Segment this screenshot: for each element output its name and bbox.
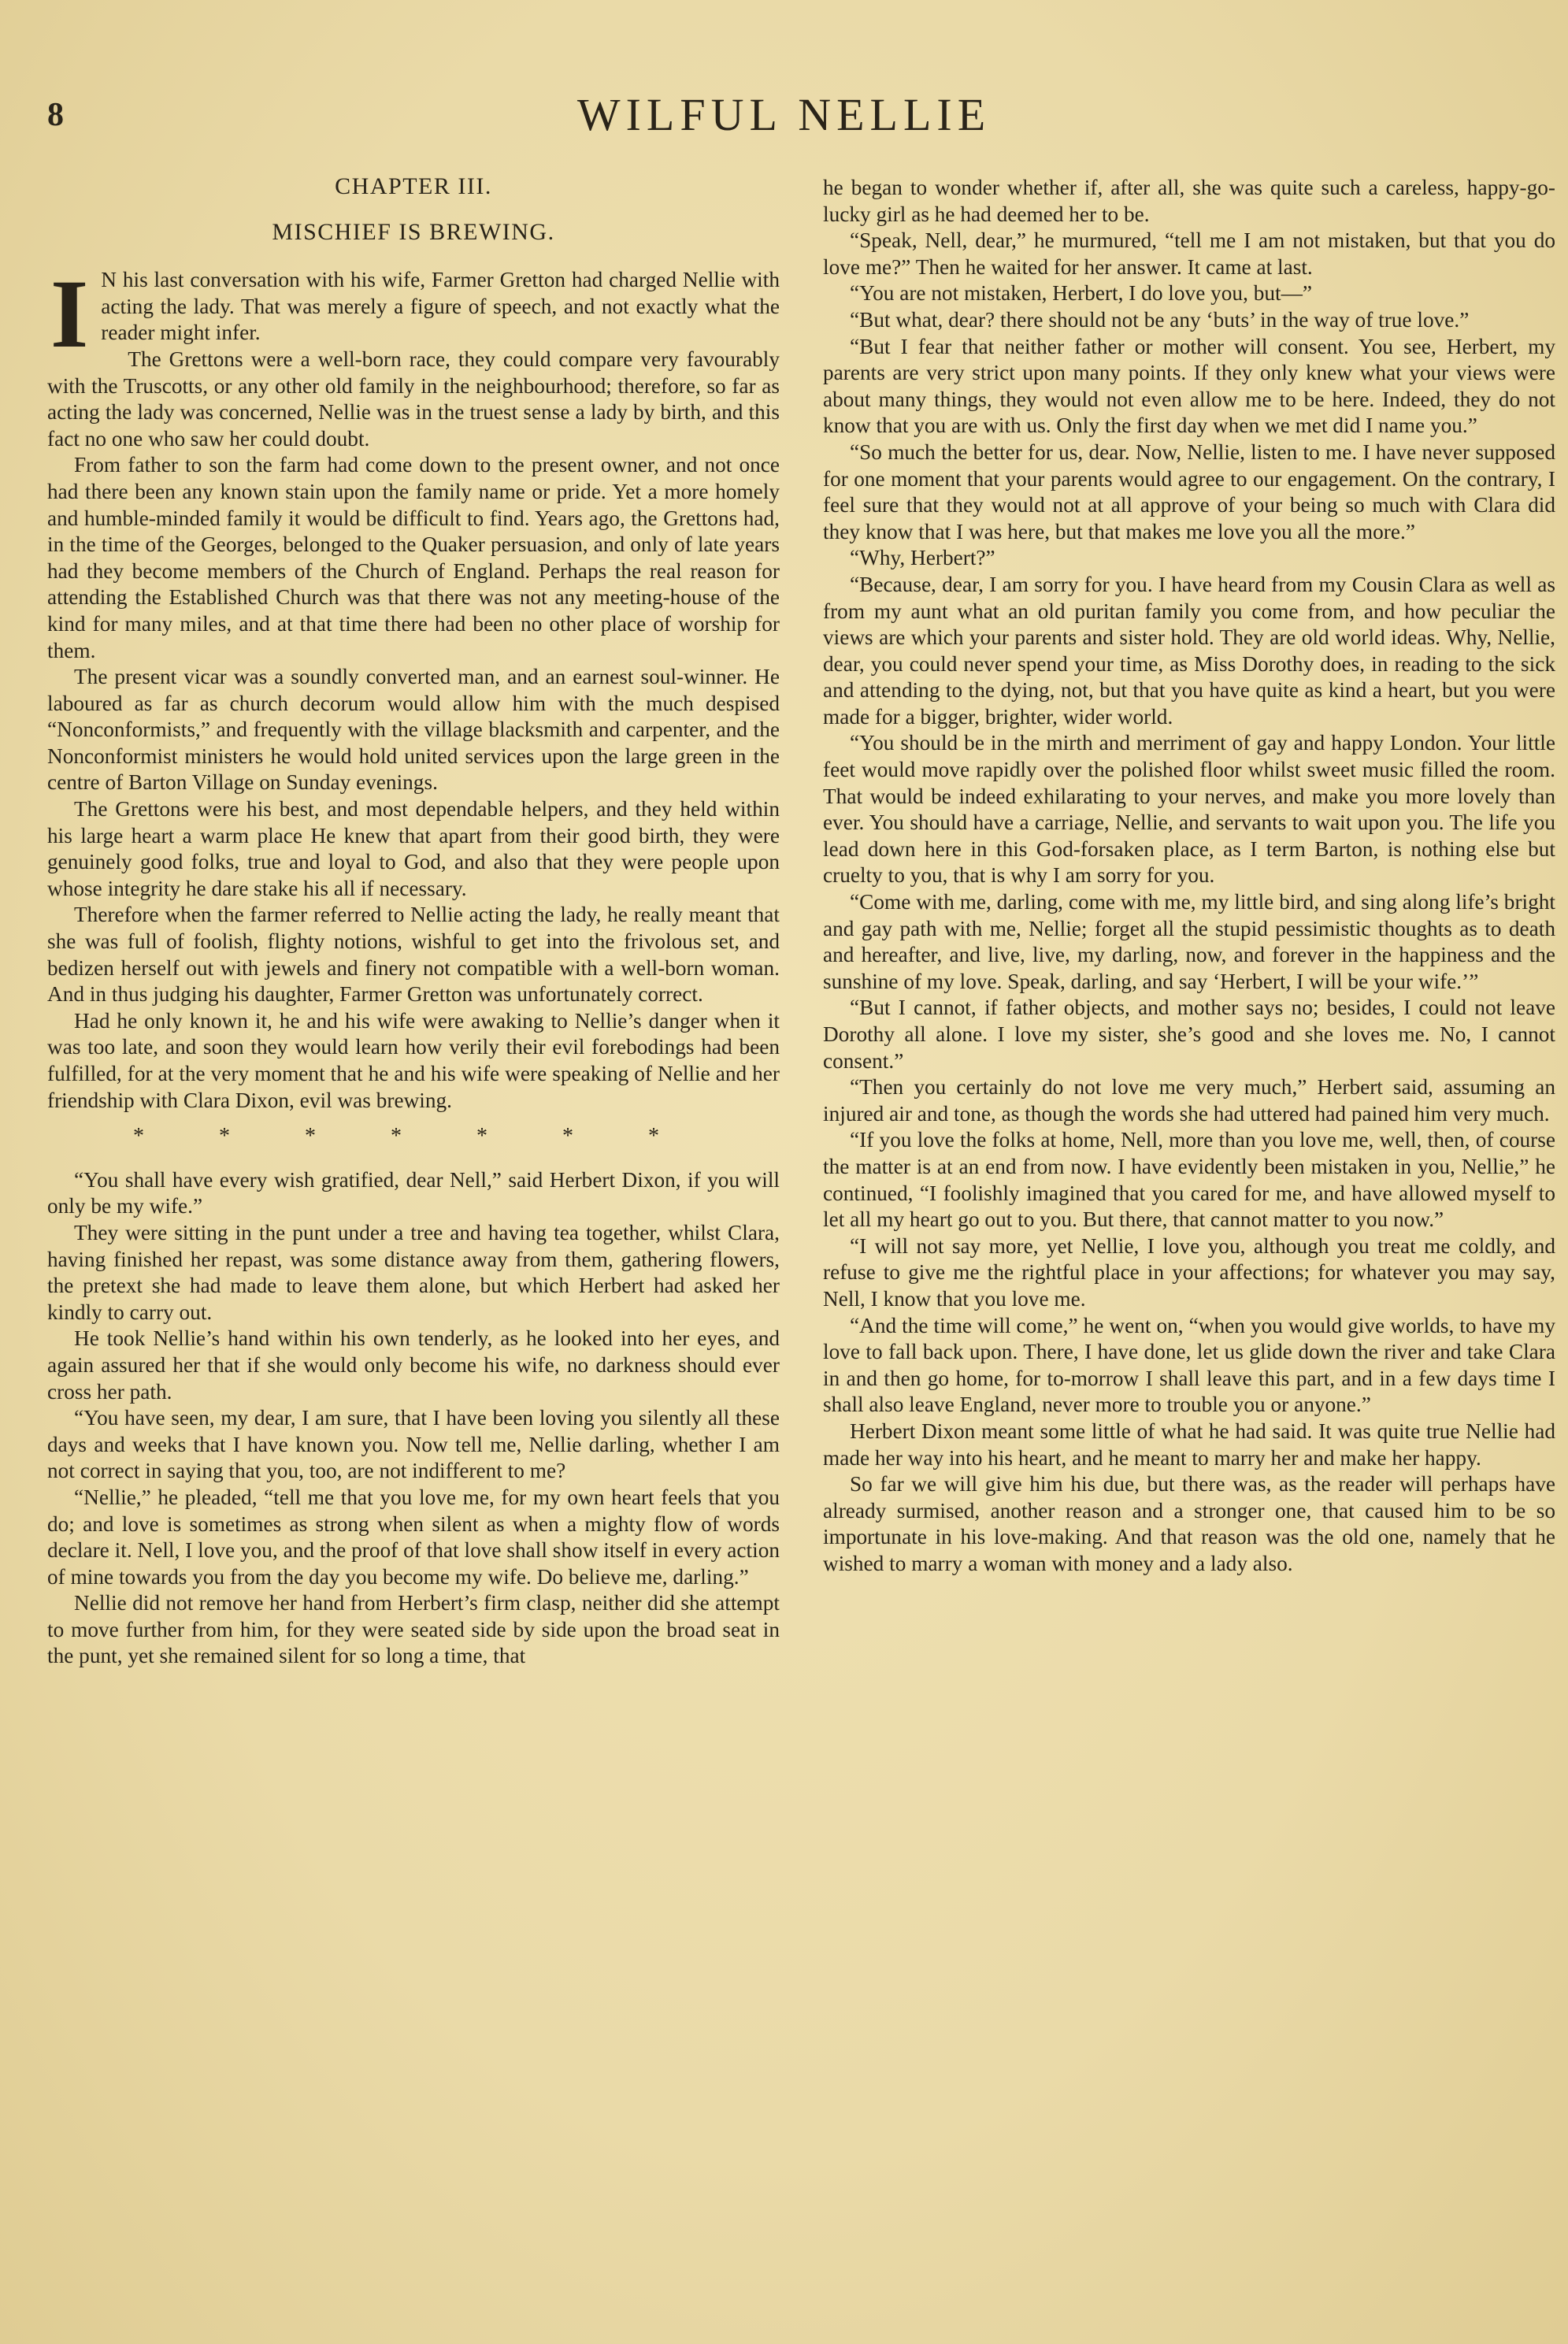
drop-cap: I [50, 260, 89, 369]
paragraph: Had he only known it, he and his wife were awaking to Nellie’s danger when it was too late, and soon they would learn how verily their evil forebodings had been fulfilled, for at the very moment that he and his wife were speaking of Nellie and her friendship with Clara Dixon, evil was brewing. [47, 1008, 780, 1112]
paragraph-text: N his last conversation with his wife, Farmer Gretton had charged Nellie with acting the lady. That was merely a figure of speech, and not exactly what the reader might infer. [101, 268, 780, 345]
paragraph: “Speak, Nell, dear,” he murmured, “tell me I am not mistaken, but that you do love me?” Then he waited for her answer. It came at last. [823, 228, 1555, 279]
paragraph: From father to son the farm had come down to the present owner, and not once had there been any known stain upon the family name or pride. Yet a more homely and humble-minded family it would be difficult to find. Years ago, the Grettons had, in the time of the Georges, belonged to the Quaker persuasion, and only of late years had they become members of the Church of England. Perhaps the real reason for attending the Established Church was that there was not any meeting-house of the kind for many miles, and at that time there had been no other place of worship for them. [47, 453, 780, 662]
paragraph: They were sitting in the punt under a tree and having tea together, whilst Clara, having finished her repast, was some distance away from them, gathering flowers, the pretext she had made to leave them alone, but which Herbert had asked her kindly to carry out. [47, 1220, 780, 1324]
paragraph: “You have seen, my dear, I am sure, that I have been loving you silently all these days and weeks that I have known you. Now tell me, Nellie darling, whether I am not correct in saying that you, too, are not indifferent to me? [47, 1406, 780, 1483]
left-column [47, 173, 780, 2300]
paragraph: “But I cannot, if father objects, and mother says no; besides, I could not leave Dorothy all alone. I love my sister, she’s good and she loves me. No, I cannot consent.” [823, 996, 1555, 1073]
paragraph: “And the time will come,” he went on, “when you would give worlds, to have my love to fall back upon. There, I have done, let us glide down the river and take Clara in and then go home, for to-morrow I shall leave this part, and in a few days time I shall also leave England, never more to trouble you or anyone.” [823, 1313, 1555, 1417]
paragraph: Therefore when the farmer referred to Nellie acting the lady, he really meant that she was full of foolish, flighty notions, wishful to get into the frivolous set, and bedizen herself out with jewels and finery not compatible with a well-born woman. And in thus judging his daughter, Farmer Gretton was unfortunately correct. [47, 903, 780, 1007]
paragraph: “So much the better for us, dear. Now, Nellie, listen to me. I have never supposed for one moment that your parents would agree to our engagement. On the contrary, I feel sure that they would not at all approve of your being so much with Clara did they know that I was here, but that makes me love you all the more.” [823, 440, 1555, 543]
paragraph: The Grettons were his best, and most dependable helpers, and they held within his large heart a warm place He knew that apart from their good birth, they were genuinely good folks, true and loyal to God, and also that they were people upon whose integrity he dare stake his all if necessary. [47, 797, 780, 900]
section-break: * * * * * * * [133, 1124, 694, 1149]
paragraph: he began to wonder whether if, after all, she was quite such a careless, happy-go-lucky girl as he had deemed her to be. [823, 176, 1555, 226]
paragraph: “Why, Herbert?” [850, 546, 995, 570]
page-number: 8 [47, 97, 64, 133]
paragraph: “Because, dear, I am sorry for you. I have heard from my Cousin Clara as well as from my aunt what an old puritan family you come from, and how peculiar the views are which your parents and sister hold. They are old world ideas. Why, Nellie, dear, you could never spend your time, as Miss Dorothy does, in reading to the sick and attending to the dying, not, but that you have quite as kind a heart, but you were made for a bigger, brighter, wider world. [823, 572, 1555, 729]
paragraph: “Come with me, darling, come with me, my little bird, and sing along life’s bright and gay path with me, Nellie; forget all the stupid pessimistic thoughts as to death and hereafter, and live, live, my darling, now, and forever in the happiness and the sunshine of my love. Speak, darling, and say ‘Herbert, I will be your wife.’” [823, 890, 1555, 993]
paragraph: “Nellie,” he pleaded, “tell me that you love me, for my own heart feels that you do; and love is sometimes as strong when silent as when a mighty flow of words declare it. Nell, I love you, and the proof of that love shall show itself in every action of mine towards you from the day you become my wife. Do believe me, darling.” [47, 1485, 780, 1589]
paragraph: “You are not mistaken, Herbert, I do love you, but—” [850, 281, 1313, 306]
paragraph: Herbert Dixon meant some little of what he had said. It was quite true Nellie had made her way into his heart, and he meant to marry her and make her happy. [823, 1419, 1555, 1470]
paragraph: “You shall have every wish gratified, dear Nell,” said Herbert Dixon, if you will only be my wife.” [47, 1167, 780, 1218]
chapter-heading: CHAPTER III. [335, 173, 492, 199]
paragraph: “I will not say more, yet Nellie, I love you, although you treat me coldly, and refuse to give me the rightful place in your affections; for whatever you may say, Nell, I know that you love me. [823, 1233, 1555, 1311]
paragraph: The Grettons were a well-born race, they could compare very favourably with the Truscotts, or any other old family in the neighbourhood; therefore, so far as acting the lady was concerned, Nellie was in the truest sense a lady by birth, and this fact no one who saw her could doubt. [47, 347, 780, 451]
paragraph [47, 260, 780, 369]
chapter-subtitle: MISCHIEF IS BREWING. [272, 218, 555, 245]
paragraph: He took Nellie’s hand within his own tenderly, as he looked into her eyes, and again assured her that if she would only become his wife, no darkness should ever cross her path. [47, 1326, 780, 1404]
paragraph: Nellie did not remove her hand from Herbert’s firm clasp, neither did she attempt to move further from him, for they were seated side by side upon the broad seat in the punt, yet she remained silent for so long a time, that [47, 1591, 780, 1668]
paragraph: “Then you certainly do not love me very much,” Herbert said, assuming an injured air and tone, as though the words she had uttered had pained him very much. [823, 1075, 1555, 1126]
paragraph: “You should be in the mirth and merriment of gay and happy London. Your little feet would move rapidly over the polished floor whilst sweet music filled the room. That would be indeed exhilarating to your nerves, and make you more lovely than ever. You should have a carriage, Nellie, and servants to wait upon you. The life you lead down here in this God-forsaken place, as I term Barton, is nothing else but cruelty to you, that is why I am sorry for you. [823, 731, 1555, 888]
running-head [0, 88, 1568, 140]
running-title: WILFUL NELLIE [576, 89, 992, 140]
paragraph: The present vicar was a soundly converted man, and an earnest soul-winner. He laboured as far as church decorum would allow him with the much despised “Nonconformists,” and frequently with the village blacksmith and carpenter, and the Nonconformist ministers he would hold united services upon the large green in the centre of Barton Village on Sunday evenings. [47, 665, 780, 795]
paragraph: “But I fear that neither father or mother will consent. You see, Herbert, my parents are very strict upon many points. If they only knew what your views were about many things, they would not even allow me to be here. Indeed, they do not know that you are with us. Only the first day when we met did I name you.” [823, 334, 1555, 438]
right-column [823, 175, 1555, 2301]
paragraph: “If you love the folks at home, Nell, more than you love me, well, then, of course the matter is at an end from now. I have evidently been mistaken in you, Nellie,” he continued, “I foolishly imagined that you cared for me, and have allowed myself to let all my heart go out to you. But there, that cannot matter to you now.” [823, 1128, 1555, 1232]
paragraph: So far we will give him his due, but there was, as the reader will perhaps have already surmised, another reason and a stronger one, that caused him to be so importunate in his love-making. And that reason was the old one, namely that he wished to marry a woman with money and a lady also. [823, 1472, 1555, 1575]
paragraph: “But what, dear? there should not be any ‘buts’ in the way of true love.” [850, 307, 1470, 332]
